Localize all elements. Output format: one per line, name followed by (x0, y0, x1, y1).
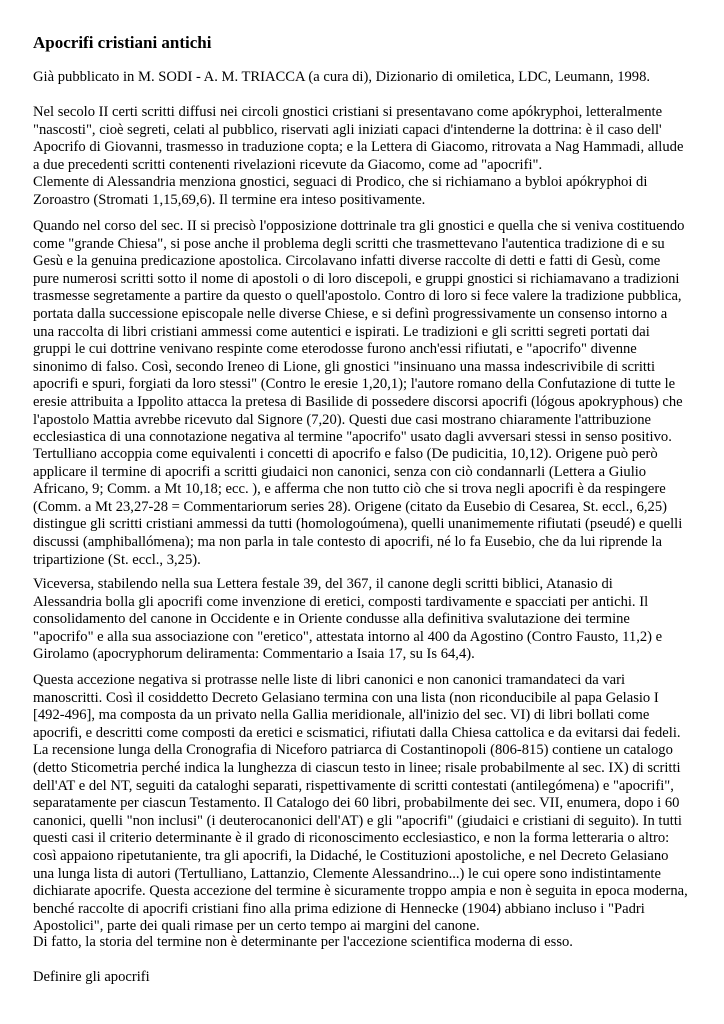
paragraph-2-line: come "grande Chiesa", si pose anche il problema degli scritti che trasmettevano l'autentica tradizione di e su (33, 235, 665, 252)
paragraph-4-line: "apocrifo" e alla sua associazione con "eretico", attestata intorno al 400 da Agostino (Contro Fausto, 11,2) e (33, 628, 663, 645)
paragraph-1-line: Zoroastro (Stromati 1,15,69,6). Il termine era inteso positivamente. (33, 191, 426, 208)
paragraph-2-line: pure numerosi scritti sotto il nome di apostoli o di loro discepoli, e gruppi gnostici si richiamavano a tradizioni (33, 270, 680, 287)
paragraph-3-line: tripartizione (St. eccl., 3,25). (33, 551, 201, 568)
paragraph-5-line: La recensione lunga della Cronografia di Niceforo patriarca di Costantinopoli (806-815) contiene un catalogo (33, 742, 673, 759)
paragraph-5-line: benché raccolte di apocrifi cristiani fino alla prima edizione di Hennecke (1904) abbiano incluso i "Padri (33, 900, 645, 917)
paragraph-2-line: apocrifi e spuri, forgiati da loro stessi" (Contro le eresie 1,20,1); l'autore romano della Confutazione di tutte le (33, 376, 676, 393)
paragraph-2-line: l'apostolo Mattia avrebbe ricevuto dal Signore (7,20). Questi due casi mostrano chiaramente l'attribuzione (33, 411, 652, 428)
paragraph-2-line: gruppi le cui dottrine venivano respinte come eterodosse furono anch'essi rifiutati, e "apocrifo" divenne (33, 341, 637, 358)
paragraph-1-line: a due precedenti scritti contenenti rivelazioni ricevute da Giacomo, come ad "apocrifi". (33, 156, 543, 173)
paragraph-2-line: portata dalla successione episcopale nelle diverse Chiese, e si definì progressivamente un consenso intorno a (33, 305, 668, 322)
paragraph-4-line: consolidamento del canone in Occidente e in Oriente condusse alla definitiva svalutazione dei termine (33, 611, 630, 628)
section-heading-definire: Definire gli apocrifi (33, 969, 150, 985)
paragraph-3-line: Africano, 9; Comm. a Mt 10,18; ecc. ), e afferma che non tutto ciò che si trova negli apocrifi è da respingere (33, 481, 666, 498)
paragraph-2-line: ecclesiastica di una connotazione negativa al termine "apocrifo" usato dagli avversari stessi in senso positivo. (33, 429, 672, 446)
paragraph-5-line: questi casi il criterio determinante è il grado di riconoscimento ecclesiastico, e non la forma letteraria o altro: (33, 830, 670, 847)
source-note: Già pubblicato in M. SODI - A. M. TRIACCA (a cura di), Dizionario di omiletica, LDC, Leumann, 1998. (33, 69, 651, 85)
paragraph-1 (33, 104, 703, 210)
paragraph-2-line: una raccolta di libri cristiani ammessi come autentici e ispirati. Le tradizioni e gli scritti segreti portati dai (33, 323, 650, 340)
paragraph-2-line: Quando nel corso del sec. II si precisò l'opposizione dottrinale tra gli gnostici e quella che si veniva costituendo (33, 218, 685, 234)
paragraph-5 (33, 672, 703, 936)
paragraph-1-line: Apocrifo di Giovanni, trasmesso in traduzione copta; e la Lettera di Giacomo, ritrovata a Nag Hammadi, allude (33, 139, 684, 156)
paragraph-2-line: Gesù e la genuina predicazione apostolica. Circolavano infatti diverse raccolte di detti e fatti di Gesù, come (33, 253, 661, 270)
paragraph-5-line: [492-496], ma composta da un privato nella Gallia meridionale, all'inizio del sec. VI) di libri bollati come (33, 707, 650, 724)
paragraph-5-line: Questa accezione negativa si protrasse nelle liste di libri canonici e non canonici tramandateci da vari (33, 672, 626, 688)
paragraph-3-line: (Comm. a Mt 23,27-28 = Commentariorum series 28). Origene (citato da Eusebio di Cesarea, St. eccl., 6,25) (33, 498, 667, 515)
paragraph-1-line: Clemente di Alessandria menziona gnostici, seguaci di Prodico, che si richiamano a bybloi apókryphoi di (33, 174, 648, 191)
paragraph-5-line: una lunga lista di autori (Tertulliano, Lattanzio, Clemente Alessandrino...) le cui opere sono indistintamente (33, 865, 661, 882)
paragraph-4-line: Girolamo (apocryphorum deliramenta: Commentario a Isaia 17, su Is 64,4). (33, 646, 475, 663)
paragraph-3-line: applicare il termine di apocrifi a scritti giudaici non canonici, senza con ciò condannarli (Lettera a Giulio (33, 463, 647, 480)
paragraph-3-line: discussi (amphiballómena); ma non parla in tale contesto di apocrifi, né lo fa Eusebio, che da lui riprende la (33, 533, 662, 550)
paragraph-5-line: manoscritti. Così il cosiddetto Decreto Gelasiano termina con una lista (non riconducibile al papa Gelasio I (33, 689, 659, 706)
paragraph-5-line: dichiarate apocrife. Questa accezione del termine è sicuramente troppo ampia e non è seguita in epoca moderna, (33, 883, 688, 900)
paragraph-4-line: Viceversa, stabilendo nella sua Lettera festale 39, del 367, il canone degli scritti biblici, Atanasio di (33, 576, 613, 592)
paragraph-5-line: Apostolici", parte dei quali rimase per un certo tempo ai margini del canone. (33, 918, 480, 935)
paragraph-2-line: eresie attribuita a Ippolito attacca la pretesa di Basilide di possedere discorsi apocrifi (lógous apokryphous) che (33, 393, 683, 410)
paragraph-3-line: distingue gli scritti cristiani ammessi da tutti (homologoúmena), quelli unanimemente rifiutati (pseudé) e quelli (33, 516, 683, 533)
paragraph-5-line: canonici, quelli "non inclusi" (i deuterocanonici dell'AT) e gli "apocrifi" (giudaici e cristiani di seguito). In tutti (33, 812, 682, 829)
paragraph-1-line: "nascosti", cioè segreti, celati al pubblico, riservati agli iniziati capaci d'intenderne la dottrina: è il caso dell' (33, 121, 662, 138)
paragraph-6: Di fatto, la storia del termine non è determinante per l'accezione scientifica moderna di esso. (33, 934, 573, 950)
paragraph-2 (33, 218, 703, 447)
paragraph-3-line: Tertulliano accoppia come equivalenti i concetti di apocrifo e falso (De pudicitia, 10,12). Origene può però (33, 446, 658, 462)
paragraph-2-line: sinonimo di falso. Così, secondo Ireneo di Lione, gli gnostici "insinuano una massa indescrivibile di scritti (33, 358, 656, 375)
paragraph-5-line: dell'AT e del NT, seguiti da cataloghi separati, rispettivamente di scritti contestati (antilegómena) e "apocrifi", (33, 777, 674, 794)
paragraph-5-line: apocrifi, e descritti come composti da eretici e scismatici, rifiutati dalla Chiesa cattolica e da evitarsi dai fedeli. (33, 724, 681, 741)
paragraph-2-line: trasmesse segretamente a partire da questo o quell'apostolo. Contro di loro si fece valere la tradizione pubblica, (33, 288, 682, 305)
paragraph-4-line: Alessandria bolla gli apocrifi come invenzione di eretici, composti tardivamente e spacciati per antichi. Il (33, 593, 649, 610)
page-title: Apocrifi cristiani antichi (33, 33, 212, 52)
paragraph-1-line: Nel secolo II certi scritti diffusi nei circoli gnostici cristiani si presentavano come apókryphoi, letteralmente (33, 104, 663, 120)
paragraph-4 (33, 576, 703, 664)
paragraph-5-line: così appaiono ripetutaniente, tra gli apocrifi, la Didaché, le Costituzioni apostoliche, e nel Decreto Gelasiano (33, 847, 669, 864)
paragraph-3 (33, 446, 703, 569)
paragraph-5-line: separatamente per ciascun Testamento. Il Catalogo dei 60 libri, probabilmente dei sec. VII, enumera, dopo i 60 (33, 795, 680, 812)
paragraph-5-line: (detto Sticometria perché indica la lunghezza di ciascun testo in linee; risale probabilmente al sec. IX) di scritti (33, 759, 681, 776)
